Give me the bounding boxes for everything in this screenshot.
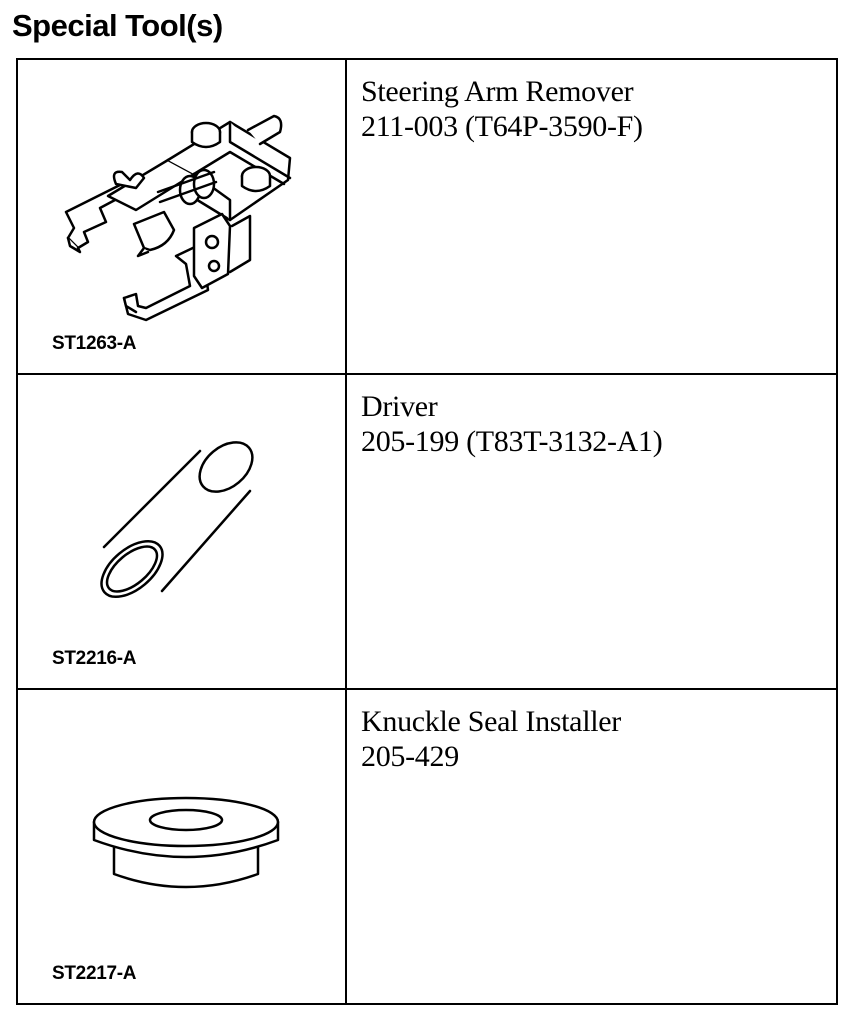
tool-illustration-cell: [17, 374, 346, 689]
tool-row: [17, 59, 837, 374]
tool-row: [17, 689, 837, 1004]
tool-name: Driver: [361, 390, 438, 423]
steering-arm-remover-icon: [18, 60, 345, 373]
tool-illustration-cell: [17, 59, 346, 374]
illustration-code: ST1263-A: [52, 333, 137, 354]
tool-name: Steering Arm Remover: [361, 75, 634, 108]
tool-row: [17, 374, 837, 689]
tool-part-number: 211-003 (T64P-3590-F): [361, 110, 643, 143]
illustration-code: ST2216-A: [52, 648, 137, 669]
illustration-code: ST2217-A: [52, 963, 137, 984]
tool-description-cell: [346, 689, 837, 1004]
tool-description-cell: [346, 59, 837, 374]
tool-description-cell: [346, 374, 837, 689]
page-title: Special Tool(s): [12, 8, 223, 43]
special-tools-table: [16, 58, 838, 1005]
knuckle-seal-installer-icon: [18, 690, 345, 1003]
tool-part-number: 205-199 (T83T-3132-A1): [361, 425, 663, 458]
tool-illustration-cell: [17, 689, 346, 1004]
tool-part-number: 205-429: [361, 740, 459, 773]
tool-name: Knuckle Seal Installer: [361, 705, 621, 738]
driver-tube-icon: [18, 375, 345, 688]
